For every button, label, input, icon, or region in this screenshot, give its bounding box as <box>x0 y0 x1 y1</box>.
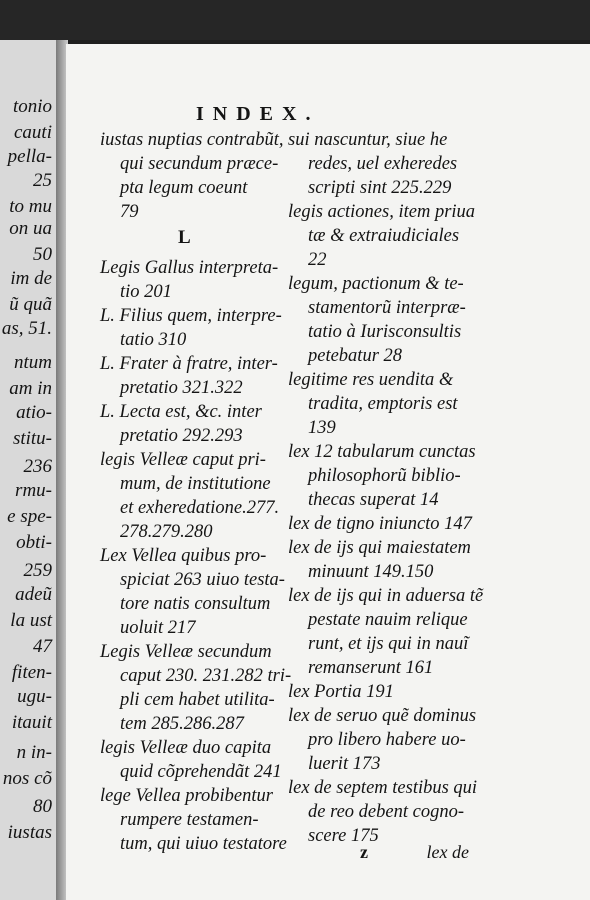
left-page-fragment: la ust <box>10 610 52 631</box>
index-entry-line: uoluit 217 <box>120 618 196 638</box>
left-page-fragment: tonio <box>12 96 52 117</box>
left-page-fragment: on ua <box>9 218 52 239</box>
index-column-right <box>288 128 484 848</box>
index-entry-line: stamentorũ interpræ- <box>308 298 466 318</box>
index-entry-line: pretatio 292.293 <box>120 426 243 446</box>
left-page-fragment: rmu- <box>15 480 52 501</box>
index-entry <box>288 680 472 704</box>
index-entry <box>100 304 280 352</box>
index-entry-line: luerit 173 <box>308 754 381 774</box>
index-entry <box>288 584 484 680</box>
left-page-fragment: cauti <box>14 122 52 143</box>
index-entry-line: et exheredatione.277. <box>120 498 280 518</box>
index-entry-line: redes, uel exheredes <box>308 154 458 174</box>
index-entry-line: lex 12 tabularum cunctas <box>288 442 476 462</box>
index-entry-line: petebatur 28 <box>308 346 403 366</box>
index-entry-line: 22 <box>308 250 327 270</box>
index-entry-line: tum, qui uiuo testatore <box>120 834 287 854</box>
index-entry-line: 79 <box>120 202 139 222</box>
index-entry-line: pro libero habere uo- <box>308 730 466 750</box>
index-entry <box>288 512 472 536</box>
index-entry <box>100 640 292 736</box>
index-entry <box>100 784 287 856</box>
index-entry-line: Lex Vellea quibus pro- <box>100 546 267 566</box>
index-entry <box>288 536 472 584</box>
left-page-fragment: pella- <box>7 146 52 167</box>
index-entry <box>288 200 476 272</box>
index-entry-line: scripti sint 225.229 <box>308 178 452 198</box>
left-page-fragment: obti- <box>16 532 52 553</box>
index-entry-line: philosophorũ biblio- <box>308 466 461 486</box>
left-page-fragment: adeũ <box>15 584 52 605</box>
section-letter: L <box>178 227 191 248</box>
index-entry-line: quid cõprehendãt 241 <box>120 762 282 782</box>
signature-mark: z <box>360 842 368 862</box>
left-page-fragment: stitu- <box>12 428 52 449</box>
index-entry-line: legis Velleæ duo capita <box>100 738 272 758</box>
index-entry-line: lex de tigno iniuncto 147 <box>288 514 472 534</box>
index-entry-line: mum, de institutione <box>120 474 271 494</box>
index-entry-line: lege Vellea probibentur <box>100 786 273 806</box>
index-entry-line: legitime res uendita & <box>288 370 454 390</box>
index-entry <box>288 704 477 776</box>
left-page-fragment: 80 <box>33 796 52 817</box>
index-entry-line: pestate nauim relique <box>308 610 468 630</box>
left-page-fragment: n in- <box>16 742 52 763</box>
index-entry-line: remanserunt 161 <box>308 658 434 678</box>
left-page-fragment: iustas <box>7 822 52 843</box>
index-entry-line: scere 175 <box>308 826 379 846</box>
footer-line <box>360 842 469 863</box>
left-page-fragment: ntum <box>14 352 52 373</box>
index-entry-line: 139 <box>308 418 336 438</box>
index-entry-line: lex de ijs qui maiestatem <box>288 538 471 558</box>
index-entry-line: lex Portia 191 <box>288 682 394 702</box>
index-entry-line: L. Frater à fratre, inter- <box>100 354 278 374</box>
index-entry-line: de reo debent cogno- <box>308 802 464 822</box>
index-entry-line: rumpere testamen- <box>120 810 259 830</box>
index-entry <box>288 440 476 512</box>
scan-border-top <box>0 0 590 40</box>
index-entry-line: L. Lecta est, &c. inter <box>100 402 262 422</box>
index-entry-line: tem 285.286.287 <box>120 714 244 734</box>
left-page-fragment: 236 <box>23 456 52 477</box>
index-entry-line: Legis Velleæ secundum <box>100 642 272 662</box>
index-entry-line: tatio à Iurisconsultis <box>308 322 462 342</box>
index-entry-line: sui nascuntur, siue he <box>288 130 448 150</box>
index-entry-line: legum, pactionum & te- <box>288 274 464 294</box>
index-entry <box>100 736 280 784</box>
left-page-fragment: e spe- <box>7 506 52 527</box>
left-page-fragment: to mu <box>9 196 52 217</box>
index-entry-line: tatio 310 <box>120 330 187 350</box>
index-entry-line: lex de ijs qui in aduersa tẽ <box>288 586 484 606</box>
index-entry <box>100 256 280 304</box>
index-entry-line: tio 201 <box>120 282 172 302</box>
left-page-fragment: ũ quã <box>9 294 52 315</box>
index-entry-line: lex de septem testibus qui <box>288 778 478 798</box>
index-entry-line: minuunt 149.150 <box>308 562 434 582</box>
left-page-edge <box>0 40 56 900</box>
index-entry-line: pretatio 321.322 <box>120 378 243 398</box>
page-header: INDEX. <box>196 103 320 125</box>
index-entry-line: tradita, emptoris est <box>308 394 458 414</box>
left-page-fragment: itauit <box>11 712 52 733</box>
index-entry <box>100 128 284 224</box>
index-entry-line: lex de seruo quẽ dominus <box>288 706 477 726</box>
index-entry-line: qui secundum præce- <box>120 154 279 174</box>
index-entry-line: spiciat 263 uiuo testa- <box>120 570 285 590</box>
left-page-fragment: 47 <box>33 636 52 657</box>
left-page-fragment: 25 <box>33 170 52 191</box>
index-entry <box>100 544 285 640</box>
index-entry <box>288 776 478 848</box>
index-entry-line: tore natis consultum <box>120 594 271 614</box>
catchword: lex de <box>426 842 469 862</box>
index-entry-line: thecas superat 14 <box>308 490 439 510</box>
left-page-fragment: nos cõ <box>2 768 52 789</box>
left-page-fragment: 259 <box>23 560 52 581</box>
index-entry <box>100 400 280 448</box>
left-page-fragment: 50 <box>33 244 52 265</box>
left-page-fragment: ugu- <box>17 686 52 707</box>
index-entry-line: caput 230. 231.282 tri- <box>120 666 292 686</box>
index-entry-line: legis Velleæ caput pri- <box>100 450 266 470</box>
index-entry <box>100 352 280 400</box>
index-entry <box>288 368 472 440</box>
index-column-left <box>100 128 292 856</box>
index-entry <box>100 448 280 544</box>
index-entry-line: L. Filius quem, interpre- <box>100 306 282 326</box>
left-page-fragment: am in <box>9 378 52 399</box>
index-entry-line: Legis Gallus interpreta- <box>100 258 279 278</box>
left-page-fragment: as, 51. <box>1 318 52 339</box>
left-page-fragment: fiten- <box>11 662 52 683</box>
index-entry-line: iustas nuptias contrabũt, <box>100 130 284 150</box>
index-entry-line: runt, et ijs qui in nauĩ <box>308 634 469 654</box>
index-entry <box>288 272 472 368</box>
index-entry-line: legis actiones, item priua <box>288 202 476 222</box>
index-entry <box>288 128 472 200</box>
left-page-fragment: atio- <box>16 402 52 423</box>
left-page-fragment: im de <box>10 268 52 289</box>
index-entry-line: 278.279.280 <box>120 522 213 542</box>
index-entry-line: tæ & extraiudiciales <box>308 226 460 246</box>
index-entry-line: pli cem habet utilita- <box>120 690 275 710</box>
index-entry-line: pta legum coeunt <box>120 178 248 198</box>
